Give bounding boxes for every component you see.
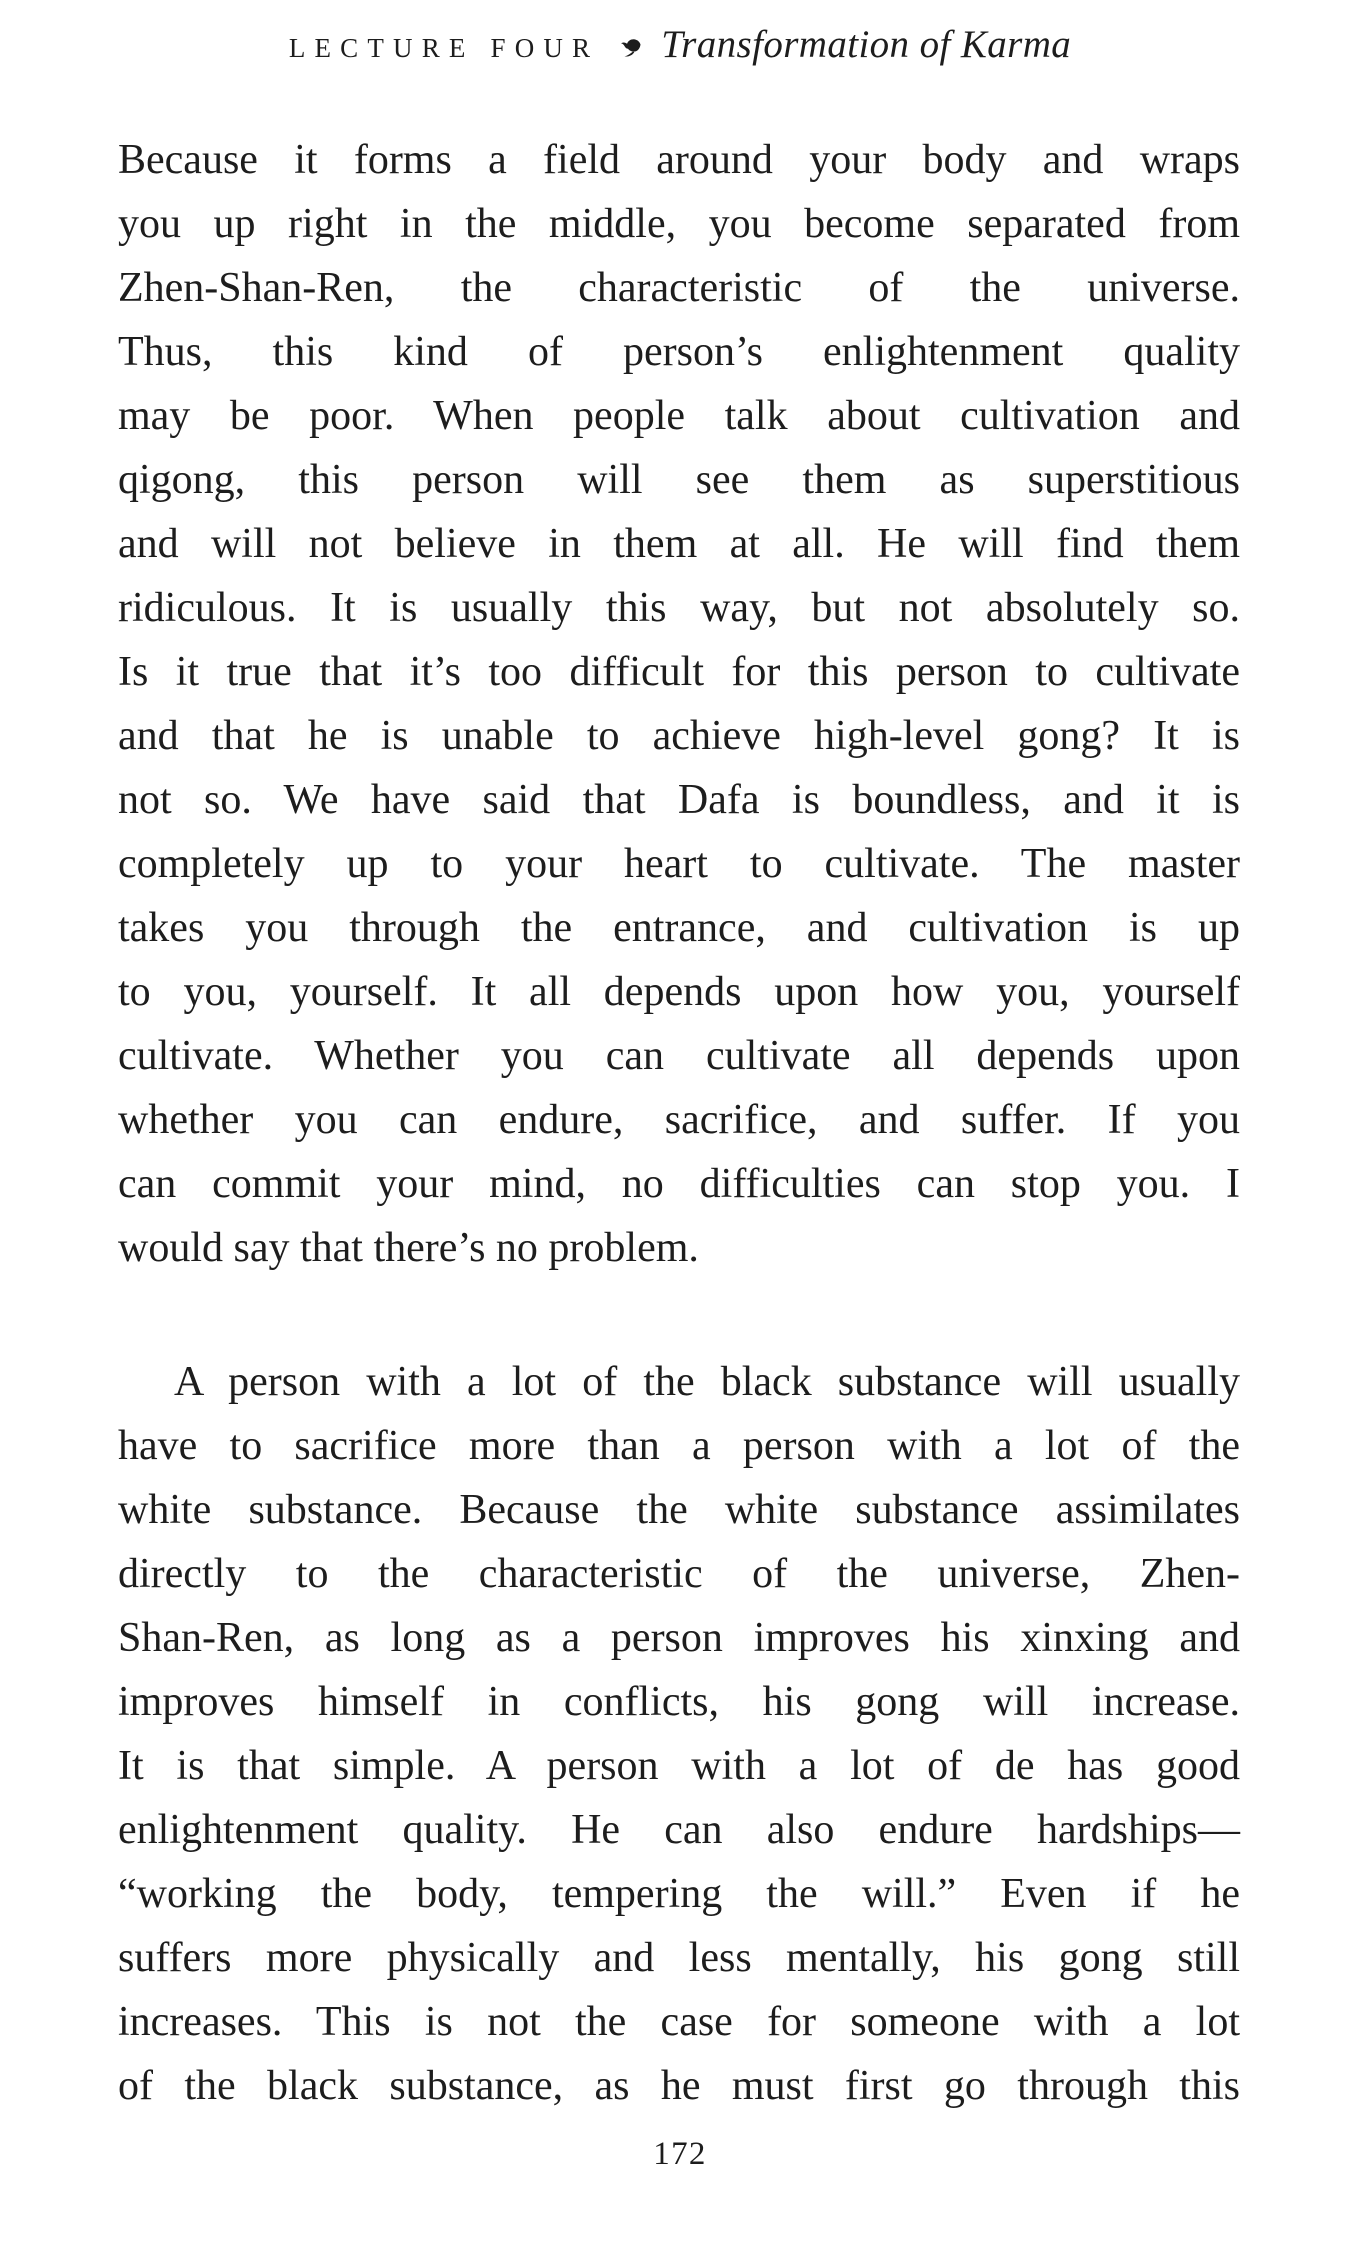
- text-line: of the black substance, as he must first go through this: [118, 2063, 1240, 2109]
- text-line: It is that simple. A person with a lot of de has good: [118, 1743, 1240, 1789]
- paragraph: [118, 1350, 1240, 2118]
- text-line: Because it forms a field around your body and wraps: [118, 137, 1240, 183]
- text-line: enlightenment quality. He can also endure hardships—: [118, 1807, 1240, 1853]
- paragraph: [118, 128, 1240, 1280]
- text-line: and that he is unable to achieve high-level gong? It is: [118, 713, 1240, 759]
- text-line: whether you can endure, sacrifice, and suffer. If you: [118, 1097, 1240, 1143]
- text-line: Thus, this kind of person’s enlightenment quality: [118, 329, 1240, 375]
- text-line: you up right in the middle, you become separated from: [118, 201, 1240, 247]
- text-line: ridiculous. It is usually this way, but not absolutely so.: [118, 585, 1240, 631]
- text-line: Is it true that it’s too difficult for this person to cultivate: [118, 649, 1240, 695]
- page-number: 172: [653, 2136, 707, 2172]
- text-line: not so. We have said that Dafa is boundless, and it is: [118, 777, 1240, 823]
- text-line: Zhen-Shan-Ren, the characteristic of the universe.: [118, 265, 1240, 311]
- text-line: and will not believe in them at all. He will find them: [118, 521, 1240, 567]
- text-line: Shan-Ren, as long as a person improves his xinxing and: [118, 1615, 1240, 1661]
- lecture-label: LECTURE FOUR: [288, 33, 600, 63]
- body-text: [118, 128, 1240, 2118]
- text-line: white substance. Because the white substance assimilates: [118, 1487, 1240, 1533]
- text-line: can commit your mind, no difficulties can stop you. I: [118, 1161, 1240, 1207]
- fleuron-leaf-icon: [617, 35, 643, 61]
- text-line: completely up to your heart to cultivate. The master: [118, 841, 1240, 887]
- text-line: suffers more physically and less mentally, his gong still: [118, 1935, 1240, 1981]
- text-line: “working the body, tempering the will.” Even if he: [118, 1871, 1240, 1917]
- text-line: improves himself in conflicts, his gong will increase.: [118, 1679, 1240, 1725]
- text-line: increases. This is not the case for someone with a lot: [118, 1999, 1240, 2045]
- text-line: to you, yourself. It all depends upon how you, yourself: [118, 969, 1240, 1015]
- chapter-title: Transformation of Karma: [661, 23, 1072, 66]
- text-line: directly to the characteristic of the universe, Zhen-: [118, 1551, 1240, 1597]
- text-line: cultivate. Whether you can cultivate all depends upon: [118, 1033, 1240, 1079]
- text-line: takes you through the entrance, and cultivation is up: [118, 905, 1240, 951]
- text-line: have to sacrifice more than a person with a lot of the: [118, 1423, 1240, 1469]
- running-header: [0, 22, 1360, 67]
- text-line: may be poor. When people talk about cultivation and: [118, 393, 1240, 439]
- text-line: A person with a lot of the black substance will usually: [174, 1359, 1240, 1405]
- text-line: would say that there’s no problem.: [118, 1225, 699, 1271]
- text-line: qigong, this person will see them as superstitious: [118, 457, 1240, 503]
